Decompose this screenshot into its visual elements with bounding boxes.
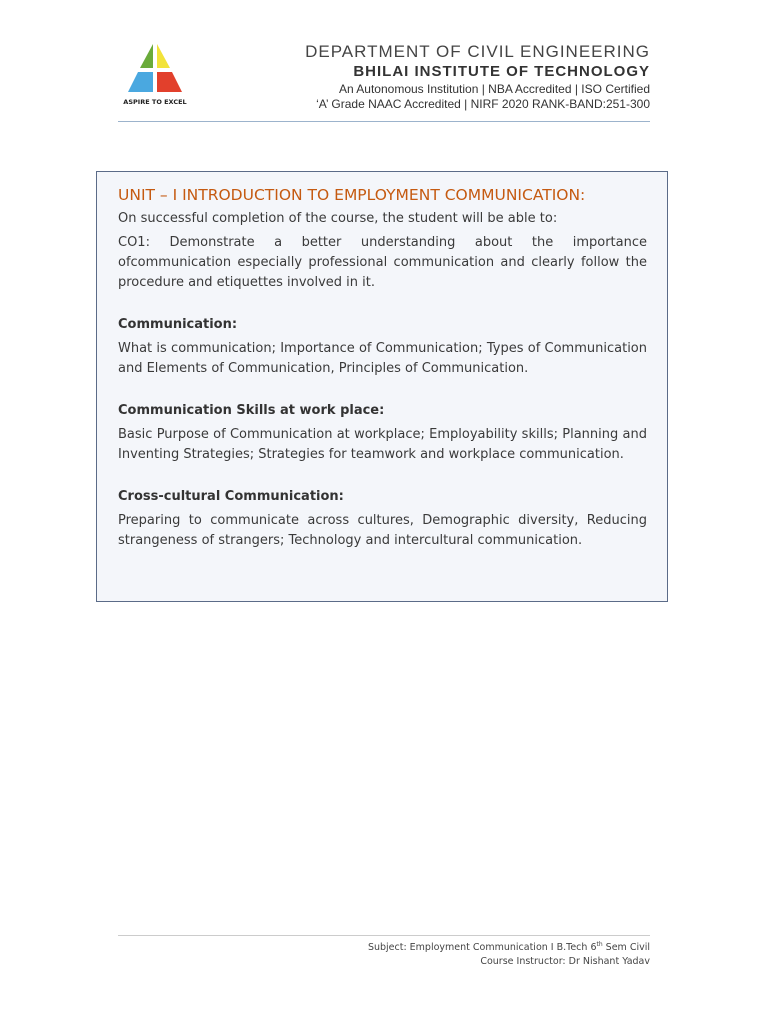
unit-content-box bbox=[96, 171, 668, 602]
section-heading: Communication Skills at work place: bbox=[118, 403, 385, 418]
course-outcome: CO1: Demonstrate a better understanding about the importance ofcommunication especially professional communication and clearly follow the procedure and etiquettes involved in it. bbox=[118, 235, 647, 290]
unit-title: UNIT – I INTRODUCTION TO EMPLOYMENT COMMUNICATION: bbox=[118, 186, 586, 204]
svg-text:ASPIRE TO EXCEL: ASPIRE TO EXCEL bbox=[123, 98, 187, 106]
intro-text: On successful completion of the course, the student will be able to: bbox=[118, 211, 558, 226]
section-heading: Cross-cultural Communication: bbox=[118, 489, 344, 504]
section-heading: Communication: bbox=[118, 317, 238, 332]
department-name: DEPARTMENT OF CIVIL ENGINEERING bbox=[305, 42, 650, 61]
accreditation-line-1: An Autonomous Institution | NBA Accredited | ISO Certified bbox=[338, 82, 650, 96]
section-text: Basic Purpose of Communication at workplace; Employability skills; Planning and Inventing Strategies; Strategies for teamwork and workplace communication. bbox=[118, 427, 647, 462]
institute-logo bbox=[122, 42, 188, 108]
letterhead bbox=[305, 42, 650, 112]
section-text: What is communication; Importance of Communication; Types of Communication and Elements of Communication, Principles of Communication. bbox=[118, 341, 647, 376]
institute-name: BHILAI INSTITUTE OF TECHNOLOGY bbox=[353, 63, 650, 80]
superscript: th bbox=[596, 941, 603, 948]
section-text: Preparing to communicate across cultures, Demographic diversity, Reducing strangeness of strangers; Technology and intercultural communication. bbox=[118, 513, 647, 548]
footer-instructor: Course Instructor: Dr Nishant Yadav bbox=[480, 956, 650, 968]
footer-divider bbox=[118, 935, 650, 936]
footer-subject bbox=[368, 938, 650, 955]
footer bbox=[368, 938, 650, 969]
accreditation-line-2: ‘A’ Grade NAAC Accredited | NIRF 2020 RANK-BAND:251-300 bbox=[316, 97, 650, 111]
subject-text: Subject: Employment Communication I B.Tech 6 bbox=[367, 942, 597, 954]
header-divider bbox=[118, 121, 650, 122]
subject-suffix: Sem Civil bbox=[602, 942, 650, 954]
